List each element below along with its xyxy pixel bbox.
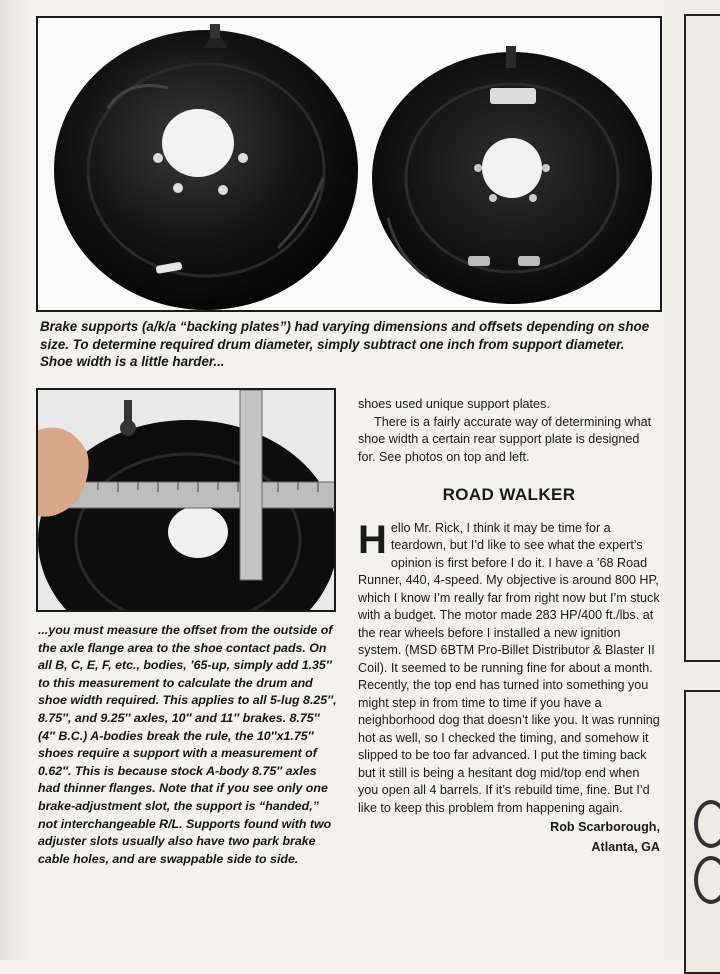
signature-name: Rob Scarborough, xyxy=(550,820,660,834)
backing-plates-photo xyxy=(36,16,662,312)
ad-ring-graphic xyxy=(694,800,720,848)
caption-continued: ...you must measure the offset from the outside of the axle flange area to the shoe contact pads. On all B, C, E, F, etc., bodies, ’65-up, simply add 1.35″ to this measurement to calculate the drum and shoe width required. This applies to all 5-lug 8.25″, 8.75″, and 9.25″ axles, 10″ and 11″ brakes. 8.75″ (4″ B.C.) A-bodies break the rule, the 10″x1.75″ shoes require a support with a measurement of 0.62″. This is because stock A-body 8.75″ axles had thinner flanges. Note that if you see only one brake-adjustment slot, the support is “handed,” not interchangeable R/L. Supports found with two adjuster slots usually also have two park brake cable holes, and are swappable side to side. xyxy=(38,623,337,866)
measurement-photo xyxy=(36,388,336,612)
photo-caption: Brake supports (a/k/a “backing plates”) had varying dimensions and offsets depending on shoe size. To determine required drum diameter, simply subtract one inch from support diameter. Shoe width is a little harder... xyxy=(40,319,650,370)
backing-plates-illustration xyxy=(38,18,662,312)
article-column xyxy=(358,396,660,856)
ruler-measurement-illustration xyxy=(38,390,336,612)
drop-cap: H xyxy=(358,517,387,562)
right-backing-plate xyxy=(372,46,652,304)
intro-paragraph-2: There is a fairly accurate way of determining what shoe width a certain rear support plate is designed for. See photos on top and left. xyxy=(358,414,652,464)
ad-ring-graphic xyxy=(694,856,720,904)
adjacent-page-bleed xyxy=(0,0,34,960)
adjacent-column-frame xyxy=(684,14,720,662)
left-backing-plate xyxy=(54,24,358,310)
letter-body xyxy=(358,517,660,818)
letter-text: ello Mr. Rick, I think it may be time for a teardown, but I’d like to see what the expert’s opinion is first before I do it. I have a ’68 Road Runner, 440, 4-speed. My objective is around 800 HP, which I know I’m really far from right now but I’m stuck with a budget. The motor made 283 HP/400 ft./lbs. at the rear wheels before I installed a new ignition system. (MSD 6BTM Pro-Billet Distributor & Blaster II Coil). It seemed to be running fine for about a month. Recently, the top end has turned into something you might step in from time to time if you have a neighborhood dog that doesn’t like you. It was running hot as well, so I checked the timing, and somehow it slipped to be too far advanced. I put the timing back but it still is being a hesitant dog mid/top end when you open all 4 barrels. If it’s rebuild time, fine. But I’d like to keep this problem from happening again. xyxy=(358,520,660,815)
signature-place: Atlanta, GA xyxy=(591,839,660,854)
intro-paragraph-1: shoes used unique support plates. xyxy=(358,397,550,411)
letter-heading: ROAD WALKER xyxy=(442,485,576,504)
